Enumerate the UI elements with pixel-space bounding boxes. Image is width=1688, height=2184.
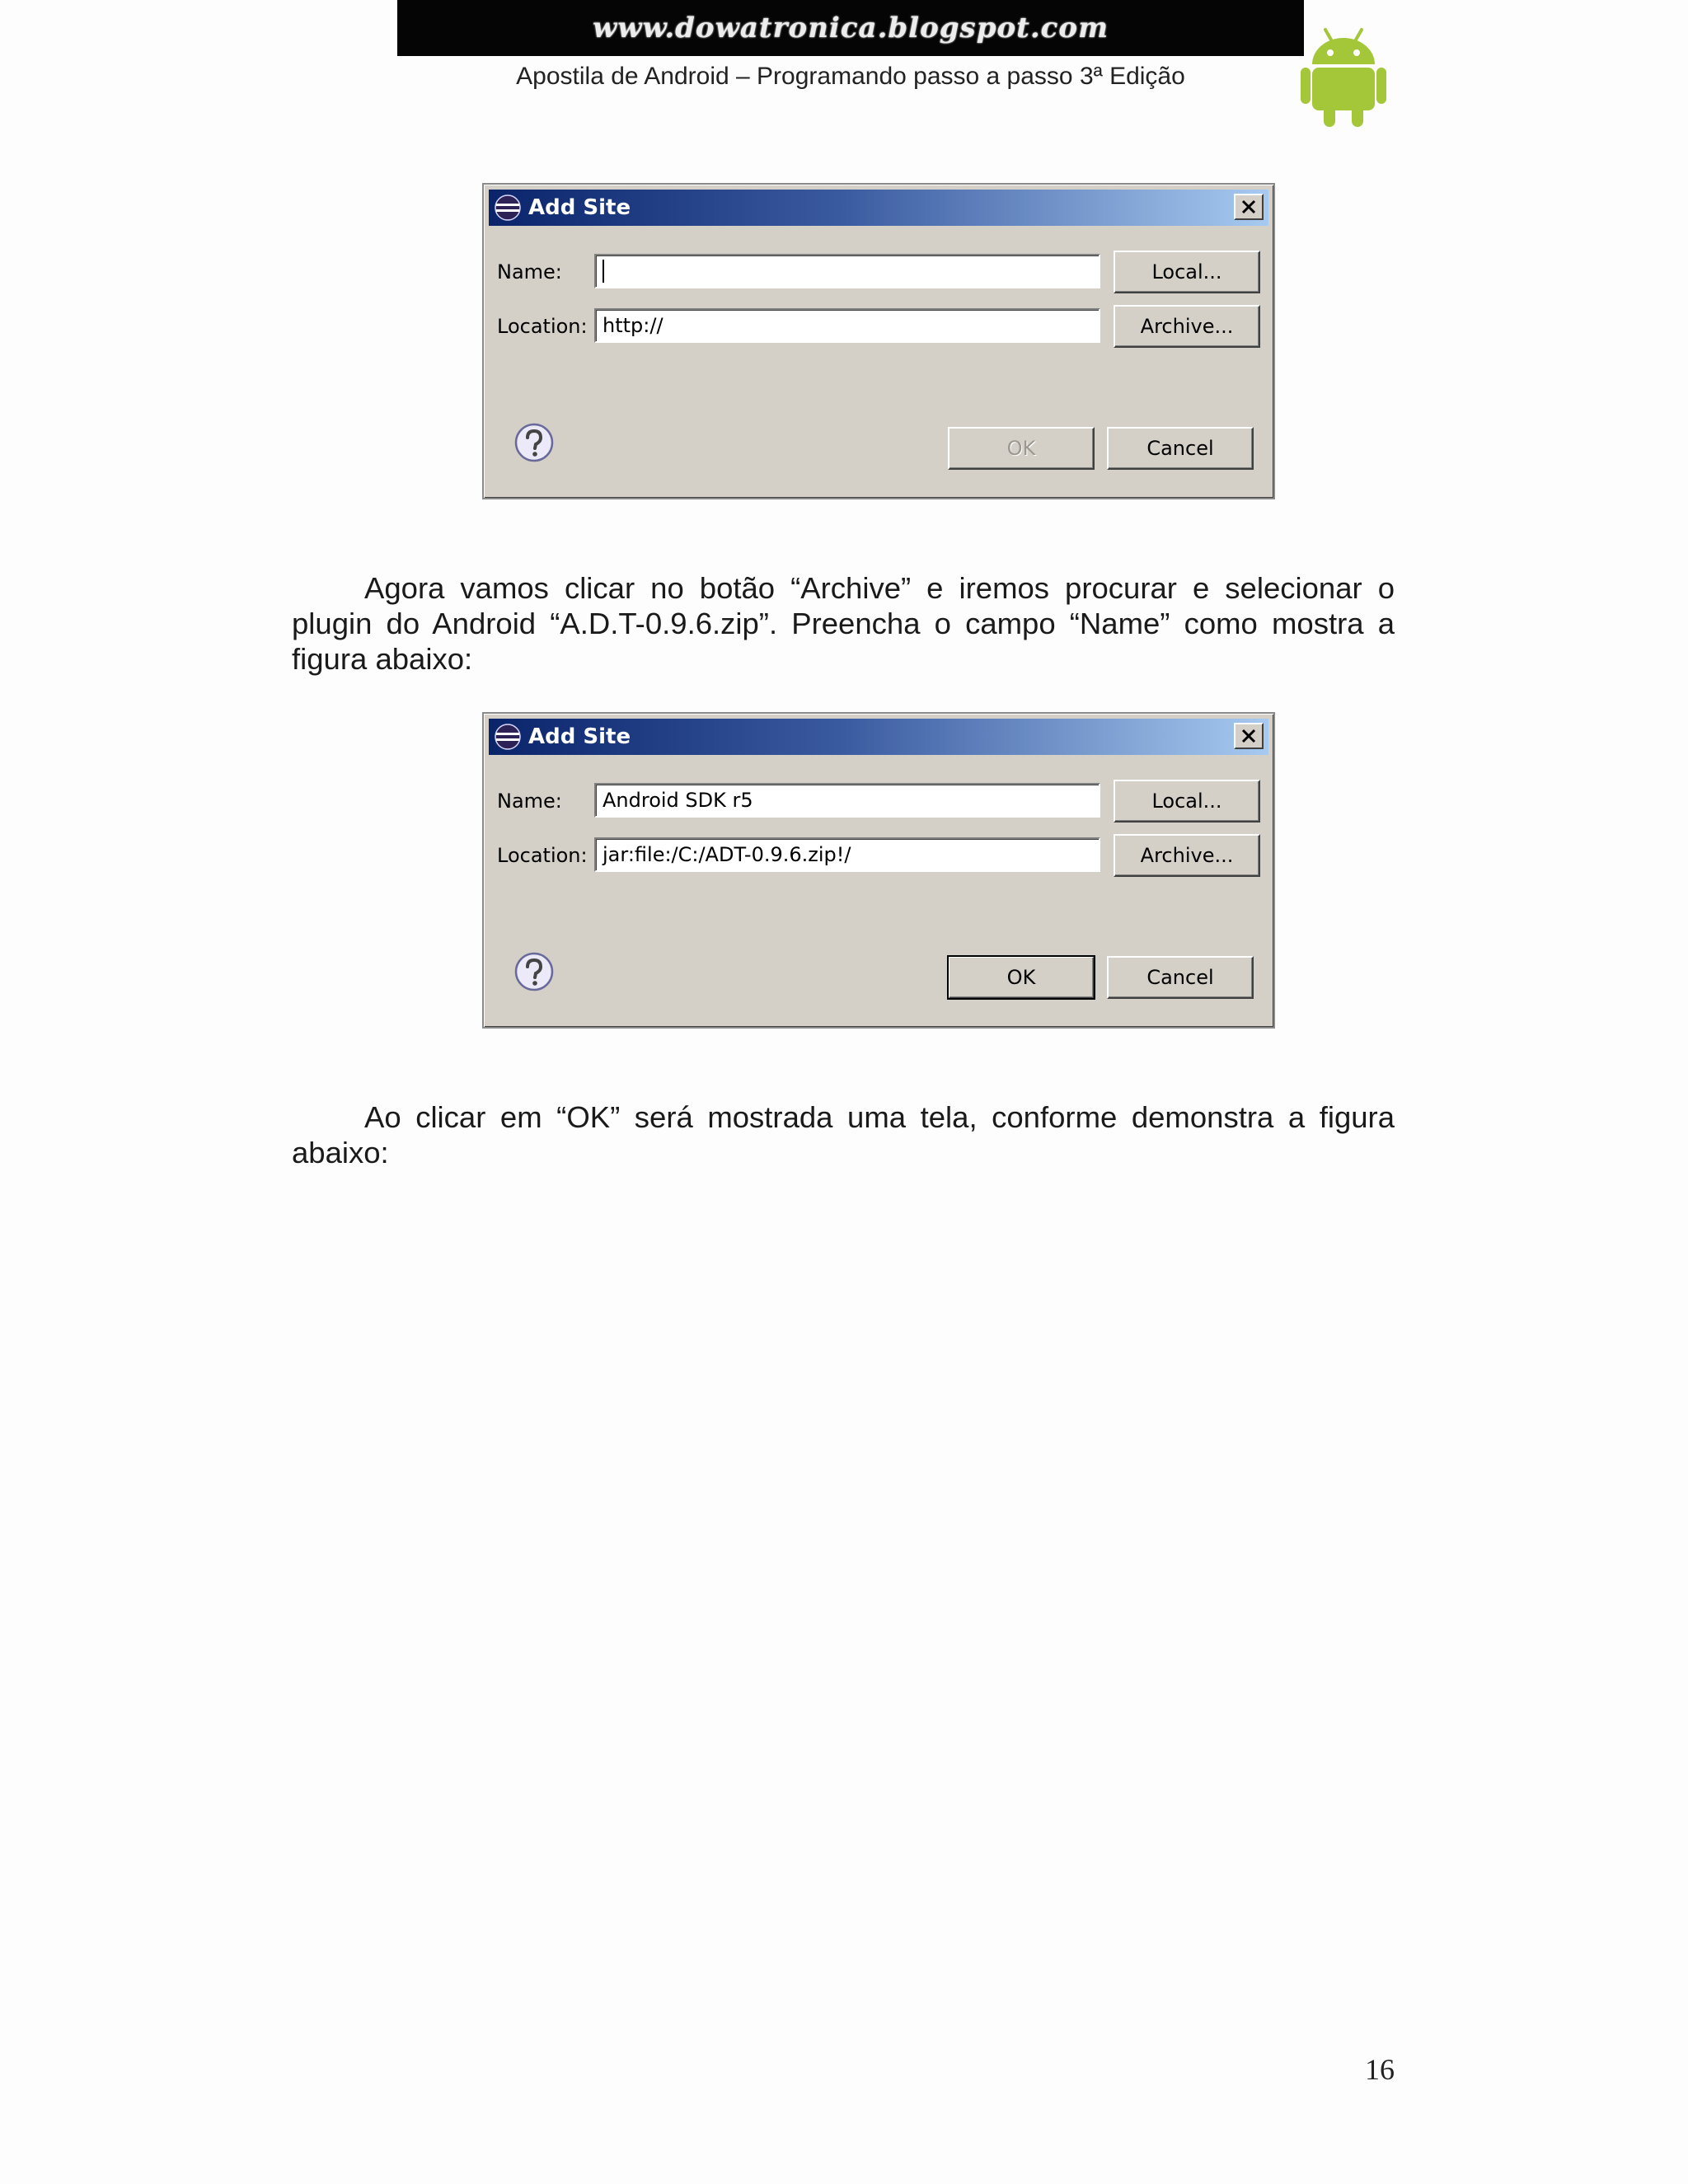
document-subtitle: Apostila de Android – Programando passo a passo 3ª Edição — [516, 63, 1185, 90]
location-input[interactable] — [594, 837, 1100, 872]
paragraph-archive-instructions — [292, 570, 1395, 677]
dialog-titlebar — [489, 719, 1268, 755]
close-button[interactable] — [1234, 194, 1264, 220]
cancel-button-label: Cancel — [1146, 966, 1214, 989]
name-label: Name: — [497, 790, 562, 813]
cancel-button-label: Cancel — [1146, 437, 1214, 460]
location-label: Location: — [497, 315, 588, 338]
ok-button-label: OK — [1006, 966, 1036, 989]
location-input[interactable] — [594, 308, 1100, 343]
paragraph-text: Ao clicar em “OK” será mostrada uma tela, conforme demonstra a figura abaixo: — [292, 1100, 1395, 1169]
cancel-button[interactable] — [1107, 427, 1254, 470]
name-input[interactable] — [594, 254, 1100, 288]
dialog-titlebar — [489, 190, 1268, 226]
text-cursor — [603, 260, 604, 283]
add-site-dialog-empty — [482, 183, 1275, 499]
location-input-value: http:// — [603, 314, 663, 337]
archive-button-label: Archive... — [1140, 315, 1234, 338]
archive-button[interactable] — [1114, 305, 1260, 348]
page-number: 16 — [1365, 2053, 1395, 2086]
close-icon — [1240, 199, 1257, 214]
help-icon[interactable] — [513, 951, 555, 992]
local-button[interactable] — [1114, 780, 1260, 823]
android-robot-icon — [1301, 25, 1386, 127]
add-site-dialog-filled — [482, 712, 1275, 1029]
paragraph-text: Agora vamos clicar no botão “Archive” e iremos procurar e selecionar o plugin do Android “A.D.T-0.9.6.zip”. Preencha o campo “Name” como mostra a figura abaixo: — [292, 571, 1395, 676]
archive-button-label: Archive... — [1140, 844, 1234, 867]
local-button[interactable] — [1114, 251, 1260, 293]
site-banner: www.dowatronica.blogspot.com — [397, 0, 1304, 56]
paragraph-ok-instructions — [292, 1099, 1395, 1170]
archive-button[interactable] — [1114, 834, 1260, 877]
eclipse-icon — [494, 194, 522, 222]
ok-button[interactable] — [948, 956, 1095, 999]
local-button-label: Local... — [1151, 790, 1222, 813]
location-label: Location: — [497, 844, 588, 867]
close-icon — [1240, 729, 1257, 743]
close-button[interactable] — [1234, 723, 1264, 749]
name-input[interactable] — [594, 783, 1100, 818]
eclipse-icon — [494, 723, 522, 751]
dialog-title: Add Site — [528, 724, 631, 749]
name-input-value: Android SDK r5 — [603, 789, 753, 812]
local-button-label: Local... — [1151, 260, 1222, 284]
cancel-button[interactable] — [1107, 956, 1254, 999]
name-label: Name: — [497, 260, 562, 284]
help-icon[interactable] — [513, 422, 555, 463]
ok-button[interactable] — [948, 427, 1095, 470]
ok-button-label: OK — [1006, 437, 1036, 460]
dialog-title: Add Site — [528, 195, 631, 220]
location-input-value: jar:file:/C:/ADT-0.9.6.zip!/ — [603, 843, 851, 866]
